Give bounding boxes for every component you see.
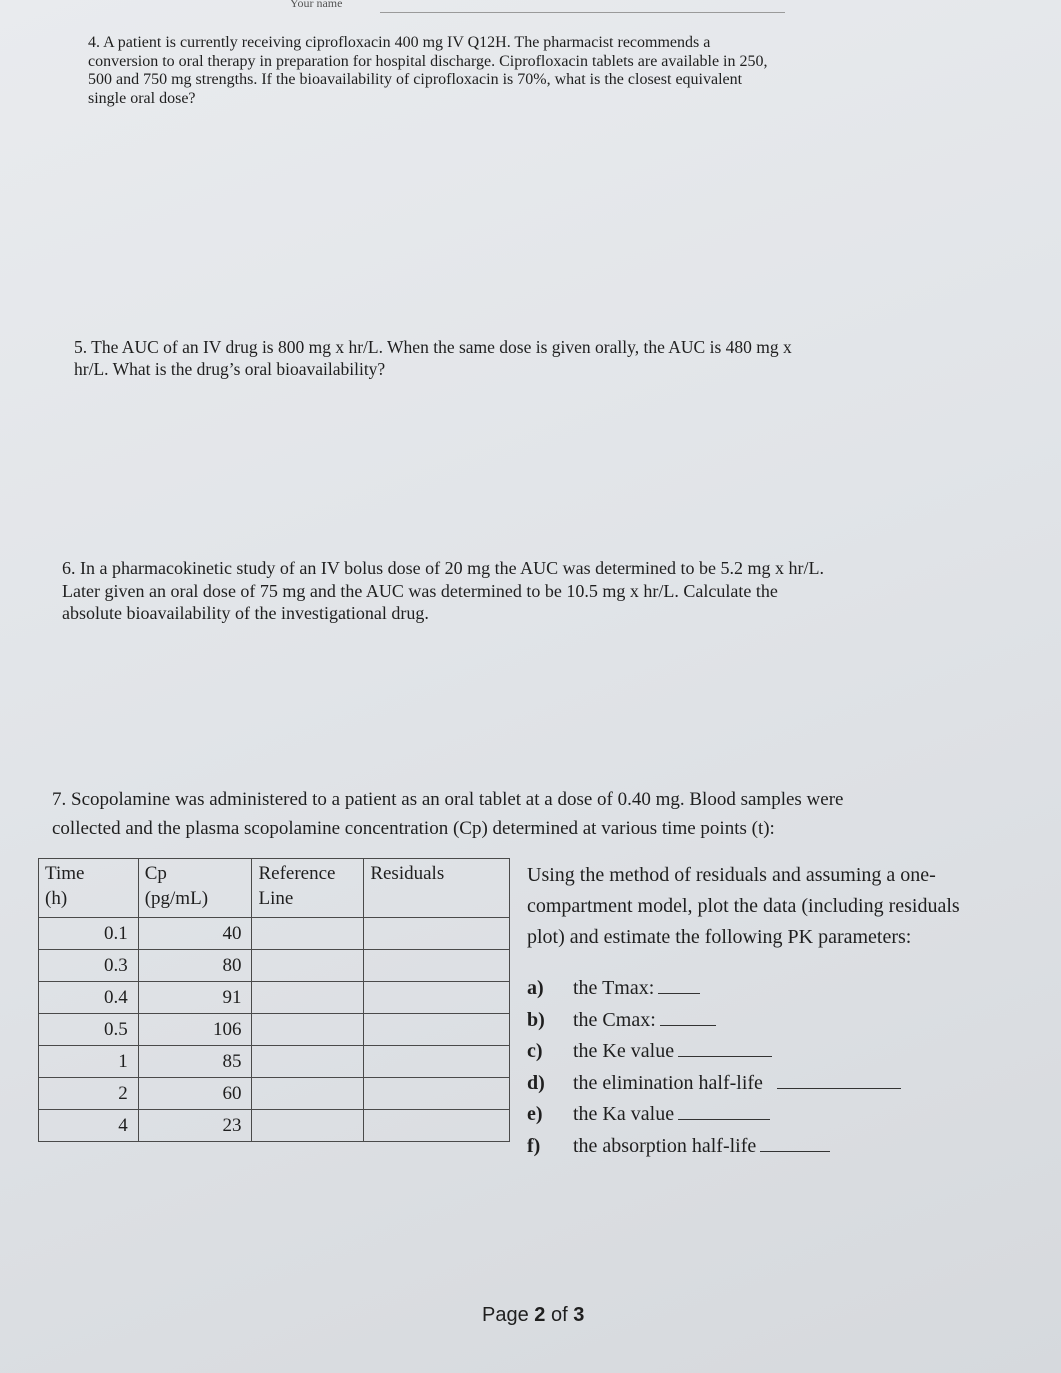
time-cell: 0.4 (39, 982, 139, 1014)
table-row (39, 918, 510, 950)
answer-blank-absorption-half-life[interactable] (760, 1133, 830, 1152)
answer-blank-tmax[interactable] (658, 975, 700, 994)
reference-line-cell[interactable] (252, 1078, 364, 1110)
table-row (39, 1046, 510, 1078)
question-5-line: hr/L. What is the drug’s oral bioavailability? (74, 359, 386, 379)
cp-cell: 23 (138, 1110, 252, 1142)
cp-cell: 85 (138, 1046, 252, 1078)
name-line (380, 12, 785, 13)
name-label: Your name (290, 0, 343, 10)
reference-line-cell[interactable] (252, 950, 364, 982)
question-5 (74, 336, 974, 380)
header-reference-line: Reference Line (252, 859, 364, 918)
answer-blank-ke[interactable] (678, 1038, 772, 1057)
question-4-line: 500 and 750 mg strengths. If the bioavailability of ciprofloxacin is 70%, what is the closest equivalent (88, 71, 743, 88)
question-7-line: 7. Scopolamine was administered to a patient as an oral tablet at a dose of 0.40 mg. Blood samples were (52, 789, 844, 810)
question-6 (62, 557, 1022, 625)
param-ke: c) the Ke value (527, 1038, 901, 1070)
table-row (39, 1014, 510, 1046)
param-cmax: b) the Cmax: (527, 1007, 901, 1039)
pk-parameter-list (527, 975, 901, 1164)
param-absorption-half-life: f) the absorption half-life (527, 1133, 901, 1165)
reference-line-cell[interactable] (252, 1110, 364, 1142)
instructions-line: plot) and estimate the following PK parameters: (527, 926, 912, 948)
time-cell: 2 (39, 1078, 139, 1110)
cp-cell: 40 (138, 918, 252, 950)
table-row (39, 1078, 510, 1110)
question-4-line: 4. A patient is currently receiving ciprofloxacin 400 mg IV Q12H. The pharmacist recommends a (88, 34, 711, 51)
answer-blank-cmax[interactable] (660, 1007, 716, 1026)
cp-cell: 91 (138, 982, 252, 1014)
instructions (527, 860, 1027, 953)
question-7-line: collected and the plasma scopolamine concentration (Cp) determined at various time points (t): (52, 818, 775, 839)
page-number: Page 2 of 3 (482, 1304, 585, 1326)
question-6-line: 6. In a pharmacokinetic study of an IV bolus dose of 20 mg the AUC was determined to be 5.2 mg x hr/L. (62, 558, 825, 578)
answer-blank-elimination-half-life[interactable] (777, 1070, 901, 1089)
instructions-line: compartment model, plot the data (including residuals (527, 895, 960, 917)
residuals-cell[interactable] (364, 918, 510, 950)
question-7 (52, 785, 1042, 843)
instructions-line: Using the method of residuals and assuming a one- (527, 864, 936, 886)
time-cell: 4 (39, 1110, 139, 1142)
param-ka: e) the Ka value (527, 1101, 901, 1133)
table-row (39, 950, 510, 982)
question-6-line: Later given an oral dose of 75 mg and the AUC was determined to be 10.5 mg x hr/L. Calculate the (62, 580, 778, 601)
time-cell: 0.5 (39, 1014, 139, 1046)
question-5-line: 5. The AUC of an IV drug is 800 mg x hr/L. When the same dose is given orally, the AUC is 480 mg x (74, 337, 792, 357)
residuals-cell[interactable] (364, 950, 510, 982)
table-row (39, 1110, 510, 1142)
time-cell: 0.1 (39, 918, 139, 950)
time-cell: 1 (39, 1046, 139, 1078)
residuals-cell[interactable] (364, 982, 510, 1014)
residuals-cell[interactable] (364, 1110, 510, 1142)
question-4-line: single oral dose? (88, 89, 196, 107)
reference-line-cell[interactable] (252, 918, 364, 950)
cp-cell: 106 (138, 1014, 252, 1046)
param-elimination-half-life: d) the elimination half-life (527, 1070, 901, 1102)
concentration-table (38, 858, 510, 1142)
header-cp: Cp (pg/mL) (138, 859, 252, 918)
reference-line-cell[interactable] (252, 1046, 364, 1078)
question-6-line: absolute bioavailability of the investigational drug. (62, 603, 429, 623)
header-time: Time (h) (39, 859, 139, 918)
header-residuals: Residuals (364, 859, 510, 918)
reference-line-cell[interactable] (252, 982, 364, 1014)
table-row (39, 982, 510, 1014)
reference-line-cell[interactable] (252, 1014, 364, 1046)
time-cell: 0.3 (39, 950, 139, 982)
answer-blank-ka[interactable] (678, 1101, 770, 1120)
cp-cell: 60 (138, 1078, 252, 1110)
question-4-line: conversion to oral therapy in preparation for hospital discharge. Ciprofloxacin tablets are available in 250, (88, 52, 768, 70)
table-header-row (39, 859, 510, 918)
residuals-cell[interactable] (364, 1078, 510, 1110)
residuals-cell[interactable] (364, 1046, 510, 1078)
param-tmax: a) the Tmax: (527, 975, 901, 1007)
cp-cell: 80 (138, 950, 252, 982)
question-4 (88, 34, 988, 108)
residuals-cell[interactable] (364, 1014, 510, 1046)
